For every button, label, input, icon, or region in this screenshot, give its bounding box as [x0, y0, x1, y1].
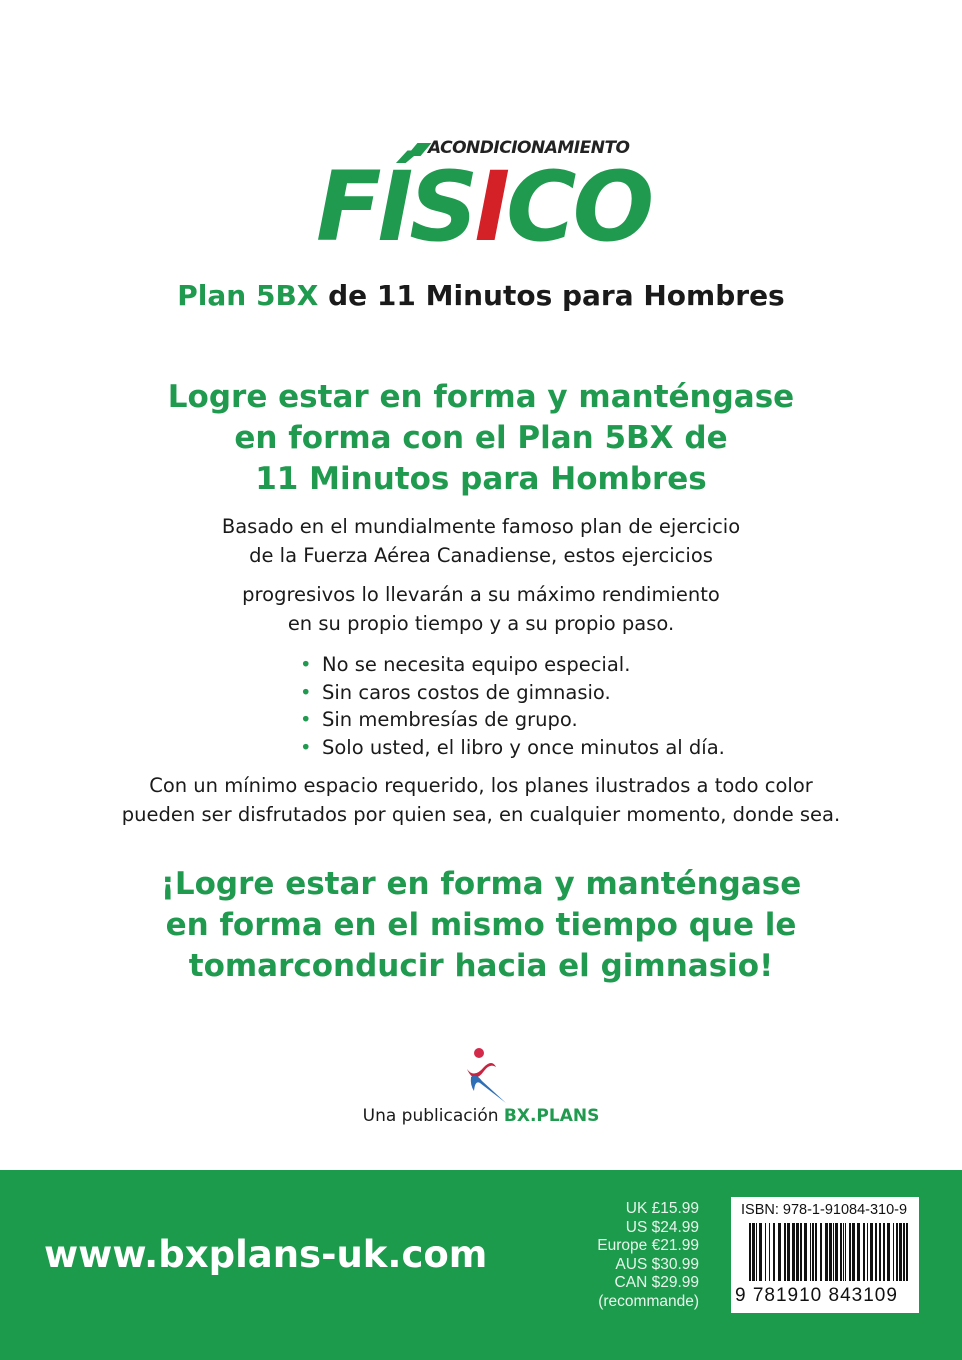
publisher-prefix: Una publicación [362, 1106, 504, 1126]
price: US $24.99 [625, 1218, 699, 1236]
barcode-bar [893, 1223, 894, 1281]
barcode-bar [749, 1223, 751, 1281]
barcode-bar [800, 1223, 802, 1281]
barcode-bar [815, 1223, 817, 1281]
list-item [300, 706, 725, 734]
publisher-line [0, 1106, 962, 1126]
barcode-bar [769, 1223, 770, 1281]
heading-line: ¡Logre estar en forma y manténgase [160, 866, 802, 902]
barcode-bar [875, 1223, 877, 1281]
website-url[interactable]: www.bxplans-uk.com [44, 1233, 488, 1276]
text-line: de la Fuerza Aérea Canadiense, estos ejercicios [249, 543, 713, 567]
barcode-bar [843, 1223, 844, 1281]
barcode-bar [879, 1223, 881, 1281]
bullet-icon: • [300, 680, 312, 704]
subtitle [0, 279, 962, 312]
heading-line: tomarconducir hacia el gimnasio! [188, 948, 774, 984]
bxplans-runner-icon [462, 1045, 522, 1105]
barcode-bar [759, 1223, 762, 1281]
barcode-bar [787, 1223, 790, 1281]
barcode-bar [863, 1223, 865, 1281]
barcode-bar [906, 1223, 908, 1281]
heading-line: Logre estar en forma y manténgase [167, 379, 795, 415]
barcode-bar [796, 1223, 799, 1281]
barcode-bar [835, 1223, 838, 1281]
paragraph-2 [0, 581, 962, 638]
list-item [300, 679, 725, 707]
barcode-digits: 9 781910 843109 [735, 1285, 898, 1306]
list-item-text: Sin membresías de grupo. [322, 708, 578, 731]
heading-2 [0, 864, 962, 987]
barcode-bar [756, 1223, 757, 1281]
barcode-bar [812, 1223, 814, 1281]
heading-line: 11 Minutos para Hombres [255, 461, 707, 497]
bullet-icon: • [300, 653, 312, 676]
barcode-bar [833, 1223, 834, 1281]
barcode-bar [867, 1223, 868, 1281]
barcode-bar [870, 1223, 873, 1281]
text-line: Con un mínimo espacio requerido, los planes ilustrados a todo color [149, 774, 813, 797]
logo-top-word: ACONDICIONAMIENTO [428, 138, 630, 158]
price-list [597, 1200, 699, 1311]
barcode-bar [820, 1223, 822, 1281]
barcode-bar [883, 1223, 885, 1281]
barcode-bar [849, 1223, 851, 1281]
list-item [300, 734, 725, 762]
barcode-bar [829, 1223, 832, 1281]
bullet-icon: • [300, 708, 312, 731]
logo-fisico [316, 151, 651, 263]
logo-part: CO [506, 151, 651, 263]
barcode-bar [778, 1223, 781, 1281]
text-line: progresivos lo llevarán a su máximo rendimiento [242, 583, 720, 606]
barcode-bar [765, 1223, 766, 1281]
barcode-bar [903, 1223, 905, 1281]
list-item-text: Solo usted, el libro y once minutos al día. [322, 735, 725, 759]
bullet-icon: • [300, 735, 312, 759]
text-line: Basado en el mundialmente famoso plan de ejercicio [221, 515, 741, 538]
subtitle-rest: de 11 Minutos para Hombres [318, 279, 785, 312]
barcode-bar [752, 1223, 755, 1281]
barcode-bar [773, 1223, 775, 1281]
barcode-bar [784, 1223, 786, 1281]
logo-part: FÍS [316, 151, 475, 263]
barcode-bar [804, 1223, 807, 1281]
list-item-text: Sin caros costos de gimnasio. [322, 680, 611, 704]
isbn: ISBN: 978-1-91084-310-9 [741, 1202, 908, 1218]
list-item-text: No se necesita equipo especial. [322, 653, 631, 676]
barcode-bar [840, 1223, 842, 1281]
price: (recommande) [598, 1292, 699, 1310]
logo-red-i: I [474, 151, 507, 263]
heading-1 [0, 377, 962, 500]
barcode-bar [896, 1223, 898, 1281]
barcode-bar [899, 1223, 902, 1281]
barcode-icon [741, 1223, 911, 1283]
subtitle-plan: Plan 5BX [177, 279, 319, 312]
publisher-name: BX.PLANS [503, 1106, 600, 1126]
price: UK £15.99 [625, 1200, 699, 1217]
price: Europe €21.99 [597, 1237, 699, 1254]
heading-line: en forma en el mismo tiempo que le [165, 907, 797, 943]
text-line: pueden ser disfrutados por quien sea, en cualquier momento, donde sea. [121, 802, 841, 826]
heading-line: en forma con el Plan 5BX de [234, 420, 728, 456]
text-line: en su propio tiempo y a su propio paso. [287, 611, 675, 635]
barcode-bar [887, 1223, 890, 1281]
price: CAN $29.99 [614, 1274, 699, 1291]
list-item [300, 651, 725, 679]
barcode-bar [857, 1223, 860, 1281]
paragraph-3 [0, 772, 962, 829]
barcode-bar [810, 1223, 811, 1281]
barcode-box [731, 1197, 919, 1313]
barcode-bar [852, 1223, 855, 1281]
paragraph-1 [0, 513, 962, 570]
bullet-list [300, 651, 725, 761]
barcode-bar [825, 1223, 828, 1281]
barcode-bar [845, 1223, 846, 1281]
price: AUS $30.99 [615, 1255, 699, 1273]
barcode-bar [792, 1223, 795, 1281]
